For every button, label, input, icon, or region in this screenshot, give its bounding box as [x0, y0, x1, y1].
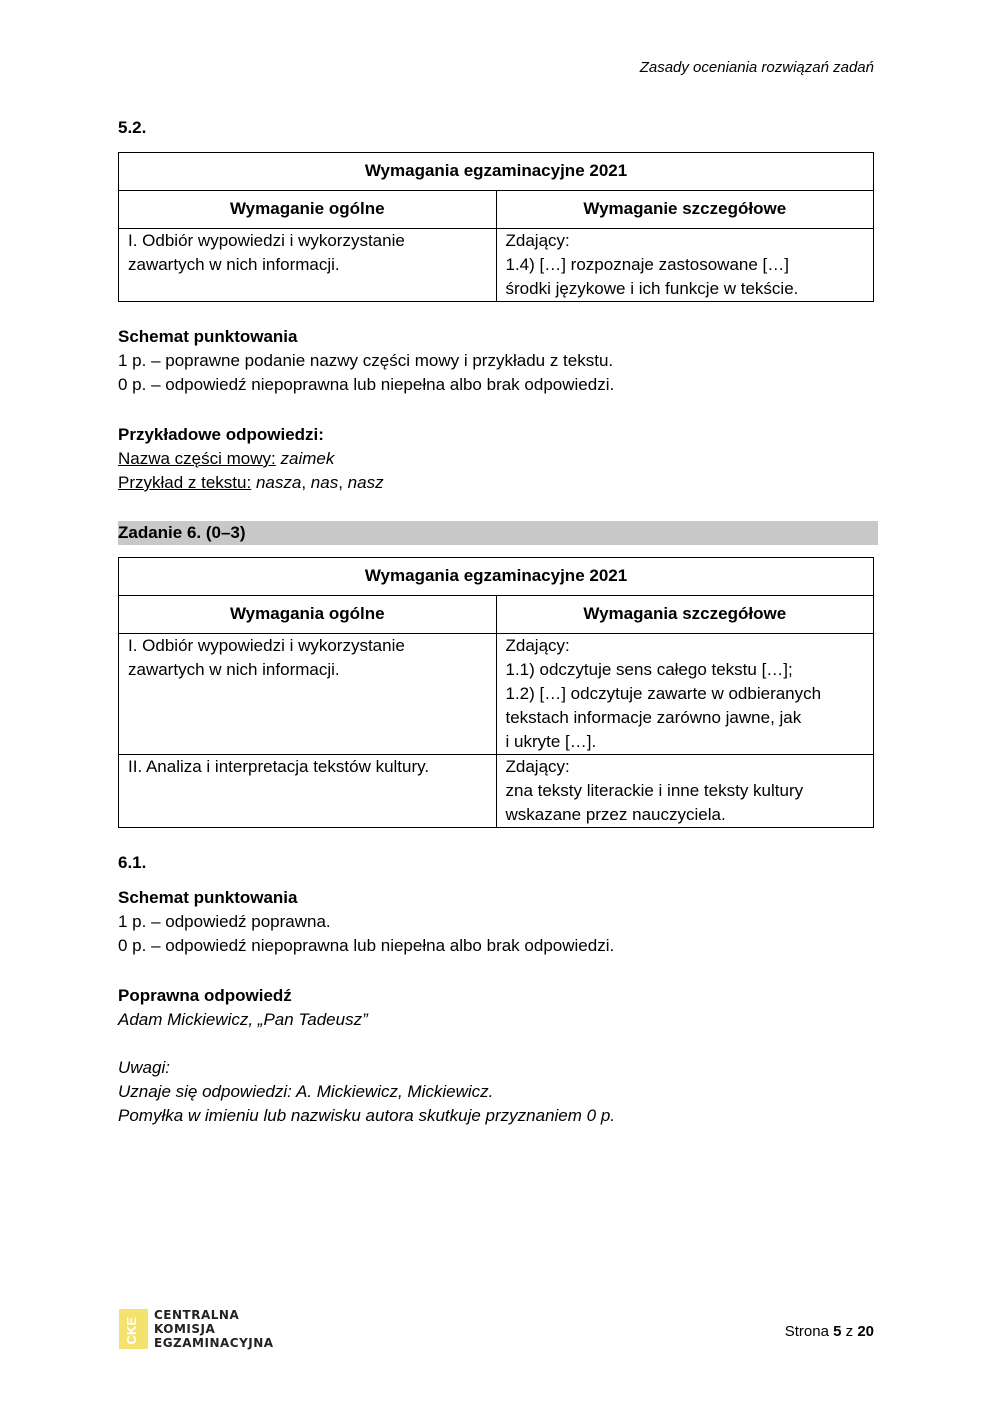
cke-logo-mark [119, 1309, 148, 1349]
column-header-detail: Wymagania szczegółowe [496, 596, 874, 634]
table-cell-detail [496, 755, 874, 828]
examples-heading: Przykładowe odpowiedzi: [118, 425, 324, 444]
page-header: Zasady oceniania rozwiązań zadań [639, 59, 874, 76]
cell-line: tekstach informacje zarówno jawne, jak [505, 708, 802, 727]
cke-logo-letters: CKE [124, 1317, 139, 1345]
example-value: nasza [255, 473, 302, 492]
scoring-heading: Schemat punktowania [118, 888, 298, 907]
cke-logo [119, 1308, 274, 1350]
scoring-heading: Schemat punktowania [118, 327, 298, 346]
cell-line: zawartych w nich informacji. [128, 660, 340, 679]
examples-block [118, 423, 874, 495]
page-mid: z [841, 1323, 858, 1340]
separator: , [338, 473, 348, 492]
page-content [118, 116, 874, 1128]
cell-line: II. Analiza i interpretacja tekstów kultury. [128, 757, 430, 776]
table-cell-general [119, 634, 497, 755]
cell-line: 1.1) odczytuje sens całego tekstu […]; [505, 660, 793, 679]
table-title: Wymagania egzaminacyjne 2021 [119, 558, 874, 596]
answer-heading: Poprawna odpowiedź [118, 986, 292, 1005]
requirements-table-5-2 [118, 152, 874, 302]
scoring-block-6-1 [118, 886, 874, 958]
example-line-2 [118, 471, 874, 495]
cell-line: 1.4) […] rozpoznaje zastosowane […] [505, 255, 789, 274]
cell-line: i ukryte […]. [505, 732, 597, 751]
notes-block [118, 1056, 874, 1128]
scoring-line-1: 1 p. – odpowiedź poprawna. [118, 912, 331, 931]
example-value: nasz [347, 473, 384, 492]
scoring-line-0: 0 p. – odpowiedź niepoprawna lub niepełna albo brak odpowiedzi. [118, 375, 615, 394]
logo-line: CENTRALNA [154, 1308, 240, 1322]
column-header-detail: Wymaganie szczegółowe [496, 191, 874, 229]
answer-block [118, 984, 874, 1032]
notes-line-1: Uznaje się odpowiedzi: A. Mickiewicz, Mickiewicz. [118, 1082, 494, 1101]
task-title-bar: Zadanie 6. (0–3) [118, 521, 878, 545]
scoring-block-5-2 [118, 325, 874, 397]
column-header-general: Wymagania ogólne [119, 596, 497, 634]
page-current: 5 [833, 1323, 842, 1340]
cell-line: wskazane przez nauczyciela. [505, 805, 726, 824]
cell-line: Zdający: [505, 231, 570, 250]
example-value: nas [310, 473, 339, 492]
cell-line: I. Odbiór wypowiedzi i wykorzystanie [128, 636, 405, 655]
example-value: zaimek [280, 449, 335, 468]
cell-line: 1.2) […] odczytuje zawarte w odbieranych [505, 684, 822, 703]
cell-line: Zdający: [505, 636, 570, 655]
cell-line: zawartych w nich informacji. [128, 255, 340, 274]
table-cell-general [119, 229, 497, 302]
cell-line: środki językowe i ich funkcje w tekście. [505, 279, 799, 298]
section-number-6-1: 6.1. [118, 853, 147, 872]
column-header-general: Wymaganie ogólne [119, 191, 497, 229]
logo-line: EGZAMINACYJNA [154, 1336, 274, 1350]
scoring-line-0: 0 p. – odpowiedź niepoprawna lub niepełna albo brak odpowiedzi. [118, 936, 615, 955]
example-line-1 [118, 447, 874, 471]
table-cell-general [119, 755, 497, 828]
example-label: Nazwa części mowy: [118, 449, 276, 468]
requirements-table-6 [118, 557, 874, 828]
separator: , [301, 473, 311, 492]
page-number [785, 1320, 874, 1344]
logo-line: KOMISJA [154, 1322, 216, 1336]
table-cell-detail [496, 229, 874, 302]
table-cell-detail [496, 634, 874, 755]
scoring-line-1: 1 p. – poprawne podanie nazwy części mowy i przykładu z tekstu. [118, 351, 614, 370]
cell-line: Zdający: [505, 757, 570, 776]
notes-line-2: Pomyłka w imieniu lub nazwisku autora skutkuje przyznaniem 0 p. [118, 1106, 616, 1125]
answer-text: Adam Mickiewicz, „Pan Tadeusz” [118, 1010, 368, 1029]
page-total: 20 [857, 1323, 874, 1340]
cke-logo-text [154, 1308, 274, 1350]
section-number-5-2: 5.2. [118, 118, 147, 137]
page-prefix: Strona [784, 1323, 834, 1340]
table-title: Wymagania egzaminacyjne 2021 [119, 153, 874, 191]
example-label: Przykład z tekstu: [118, 473, 252, 492]
cell-line: I. Odbiór wypowiedzi i wykorzystanie [128, 231, 405, 250]
cell-line: zna teksty literackie i inne teksty kultury [505, 781, 804, 800]
notes-heading: Uwagi: [118, 1058, 170, 1077]
